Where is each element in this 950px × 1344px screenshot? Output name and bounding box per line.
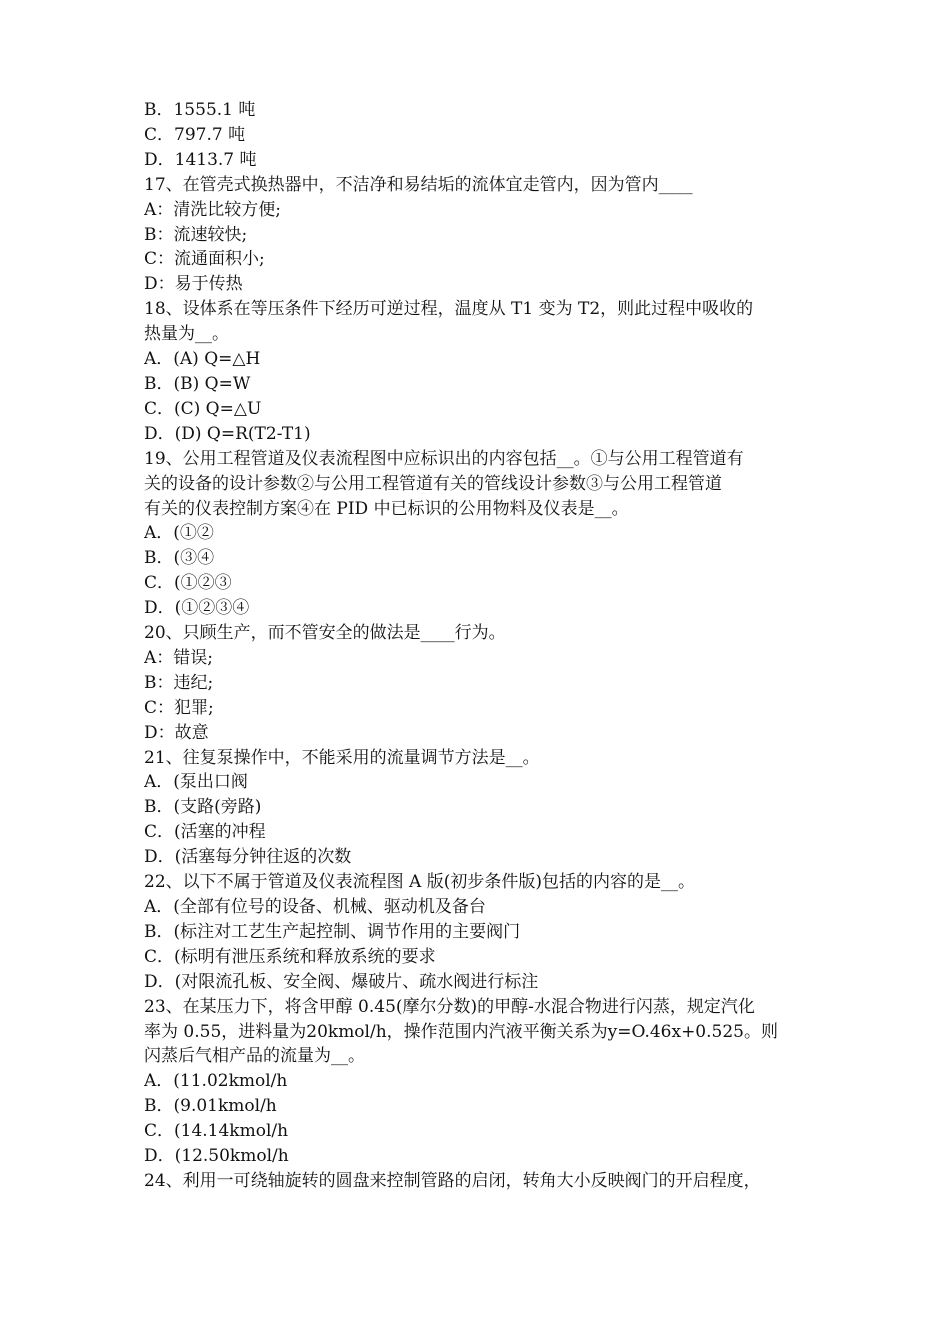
option-d: D：易于传热 bbox=[144, 274, 243, 295]
option-d: D：故意 bbox=[144, 722, 209, 743]
option-a: A．(①② bbox=[144, 523, 214, 544]
option-d: D．(12.50kmol/h bbox=[144, 1146, 289, 1167]
document-body bbox=[144, 98, 812, 1194]
question-24-text: 24、利用一可绕轴旋转的圆盘来控制管路的启闭，转角大小反映阀门的开启程度， bbox=[144, 1170, 761, 1191]
question-23-text: 23、在某压力下，将含甲醇 0.45(摩尔分数)的甲醇-水混合物进行闪蒸，规定汽化 bbox=[144, 996, 755, 1017]
option-b: B：流速较快; bbox=[144, 224, 248, 245]
question-19-text: 有关的仪表控制方案④在 PID 中已标识的公用物料及仪表是__。 bbox=[144, 498, 629, 519]
option-c: C．(C) Q=△U bbox=[144, 398, 262, 419]
question-23-text: 率为 0.55，进料量为20kmol/h，操作范围内汽液平衡关系为y=O.46x+0.525。则 bbox=[144, 1021, 778, 1042]
question-18-text: 热量为__。 bbox=[144, 324, 229, 345]
option-c: C．797.7 吨 bbox=[144, 124, 246, 145]
question-20-text: 20、只顾生产，而不管安全的做法是____行为。 bbox=[144, 623, 506, 644]
option-b: B：违纪; bbox=[144, 672, 214, 693]
option-c: C．(活塞的冲程 bbox=[144, 822, 266, 843]
option-c: C．(14.14kmol/h bbox=[144, 1121, 289, 1142]
question-19-text: 19、公用工程管道及仪表流程图中应标识出的内容包括__。①与公用工程管道有 bbox=[144, 448, 744, 469]
option-a: A：错误; bbox=[144, 647, 214, 668]
option-a: A．(泵出口阀 bbox=[144, 772, 248, 793]
option-c: C：犯罪; bbox=[144, 697, 214, 718]
question-23-text: 闪蒸后气相产品的流量为__。 bbox=[144, 1046, 365, 1067]
option-a: A：清洗比较方便; bbox=[144, 199, 282, 220]
question-17-text: 17、在管壳式换热器中，不洁净和易结垢的流体宜走管内，因为管内____ bbox=[144, 174, 693, 195]
option-d: D．(对限流孔板、安全阀、爆破片、疏水阀进行标注 bbox=[144, 971, 539, 992]
option-d: D．(活塞每分钟往返的次数 bbox=[144, 847, 352, 868]
option-b: B．(标注对工艺生产起控制、调节作用的主要阀门 bbox=[144, 921, 521, 942]
option-c: C：流通面积小; bbox=[144, 249, 265, 270]
option-b: B．(B) Q=W bbox=[144, 373, 251, 394]
option-d: D．(D) Q=R(T2-T1) bbox=[144, 423, 311, 444]
question-19-text: 关的设备的设计参数②与公用工程管道有关的管线设计参数③与公用工程管道 bbox=[144, 473, 722, 494]
option-c: C．(①②③ bbox=[144, 573, 232, 594]
option-b: B．(支路(旁路) bbox=[144, 797, 262, 818]
option-a: A．(11.02kmol/h bbox=[144, 1071, 288, 1092]
option-c: C．(标明有泄压系统和释放系统的要求 bbox=[144, 946, 436, 967]
option-d: D．(①②③④ bbox=[144, 598, 250, 619]
option-a: A．(A) Q=△H bbox=[144, 349, 261, 370]
option-a: A．(全部有位号的设备、机械、驱动机及备台 bbox=[144, 897, 486, 917]
option-b: B．(③④ bbox=[144, 548, 215, 569]
option-b: B．1555.1 吨 bbox=[144, 100, 256, 120]
question-18-text: 18、设体系在等压条件下经历可逆过程，温度从 T1 变为 T2，则此过程中吸收的 bbox=[144, 299, 754, 320]
question-22-text: 22、以下不属于管道及仪表流程图 A 版(初步条件版)包括的内容的是__。 bbox=[144, 872, 695, 893]
option-d: D．1413.7 吨 bbox=[144, 149, 257, 170]
option-b: B．(9.01kmol/h bbox=[144, 1096, 277, 1117]
question-21-text: 21、往复泵操作中，不能采用的流量调节方法是__。 bbox=[144, 747, 540, 768]
